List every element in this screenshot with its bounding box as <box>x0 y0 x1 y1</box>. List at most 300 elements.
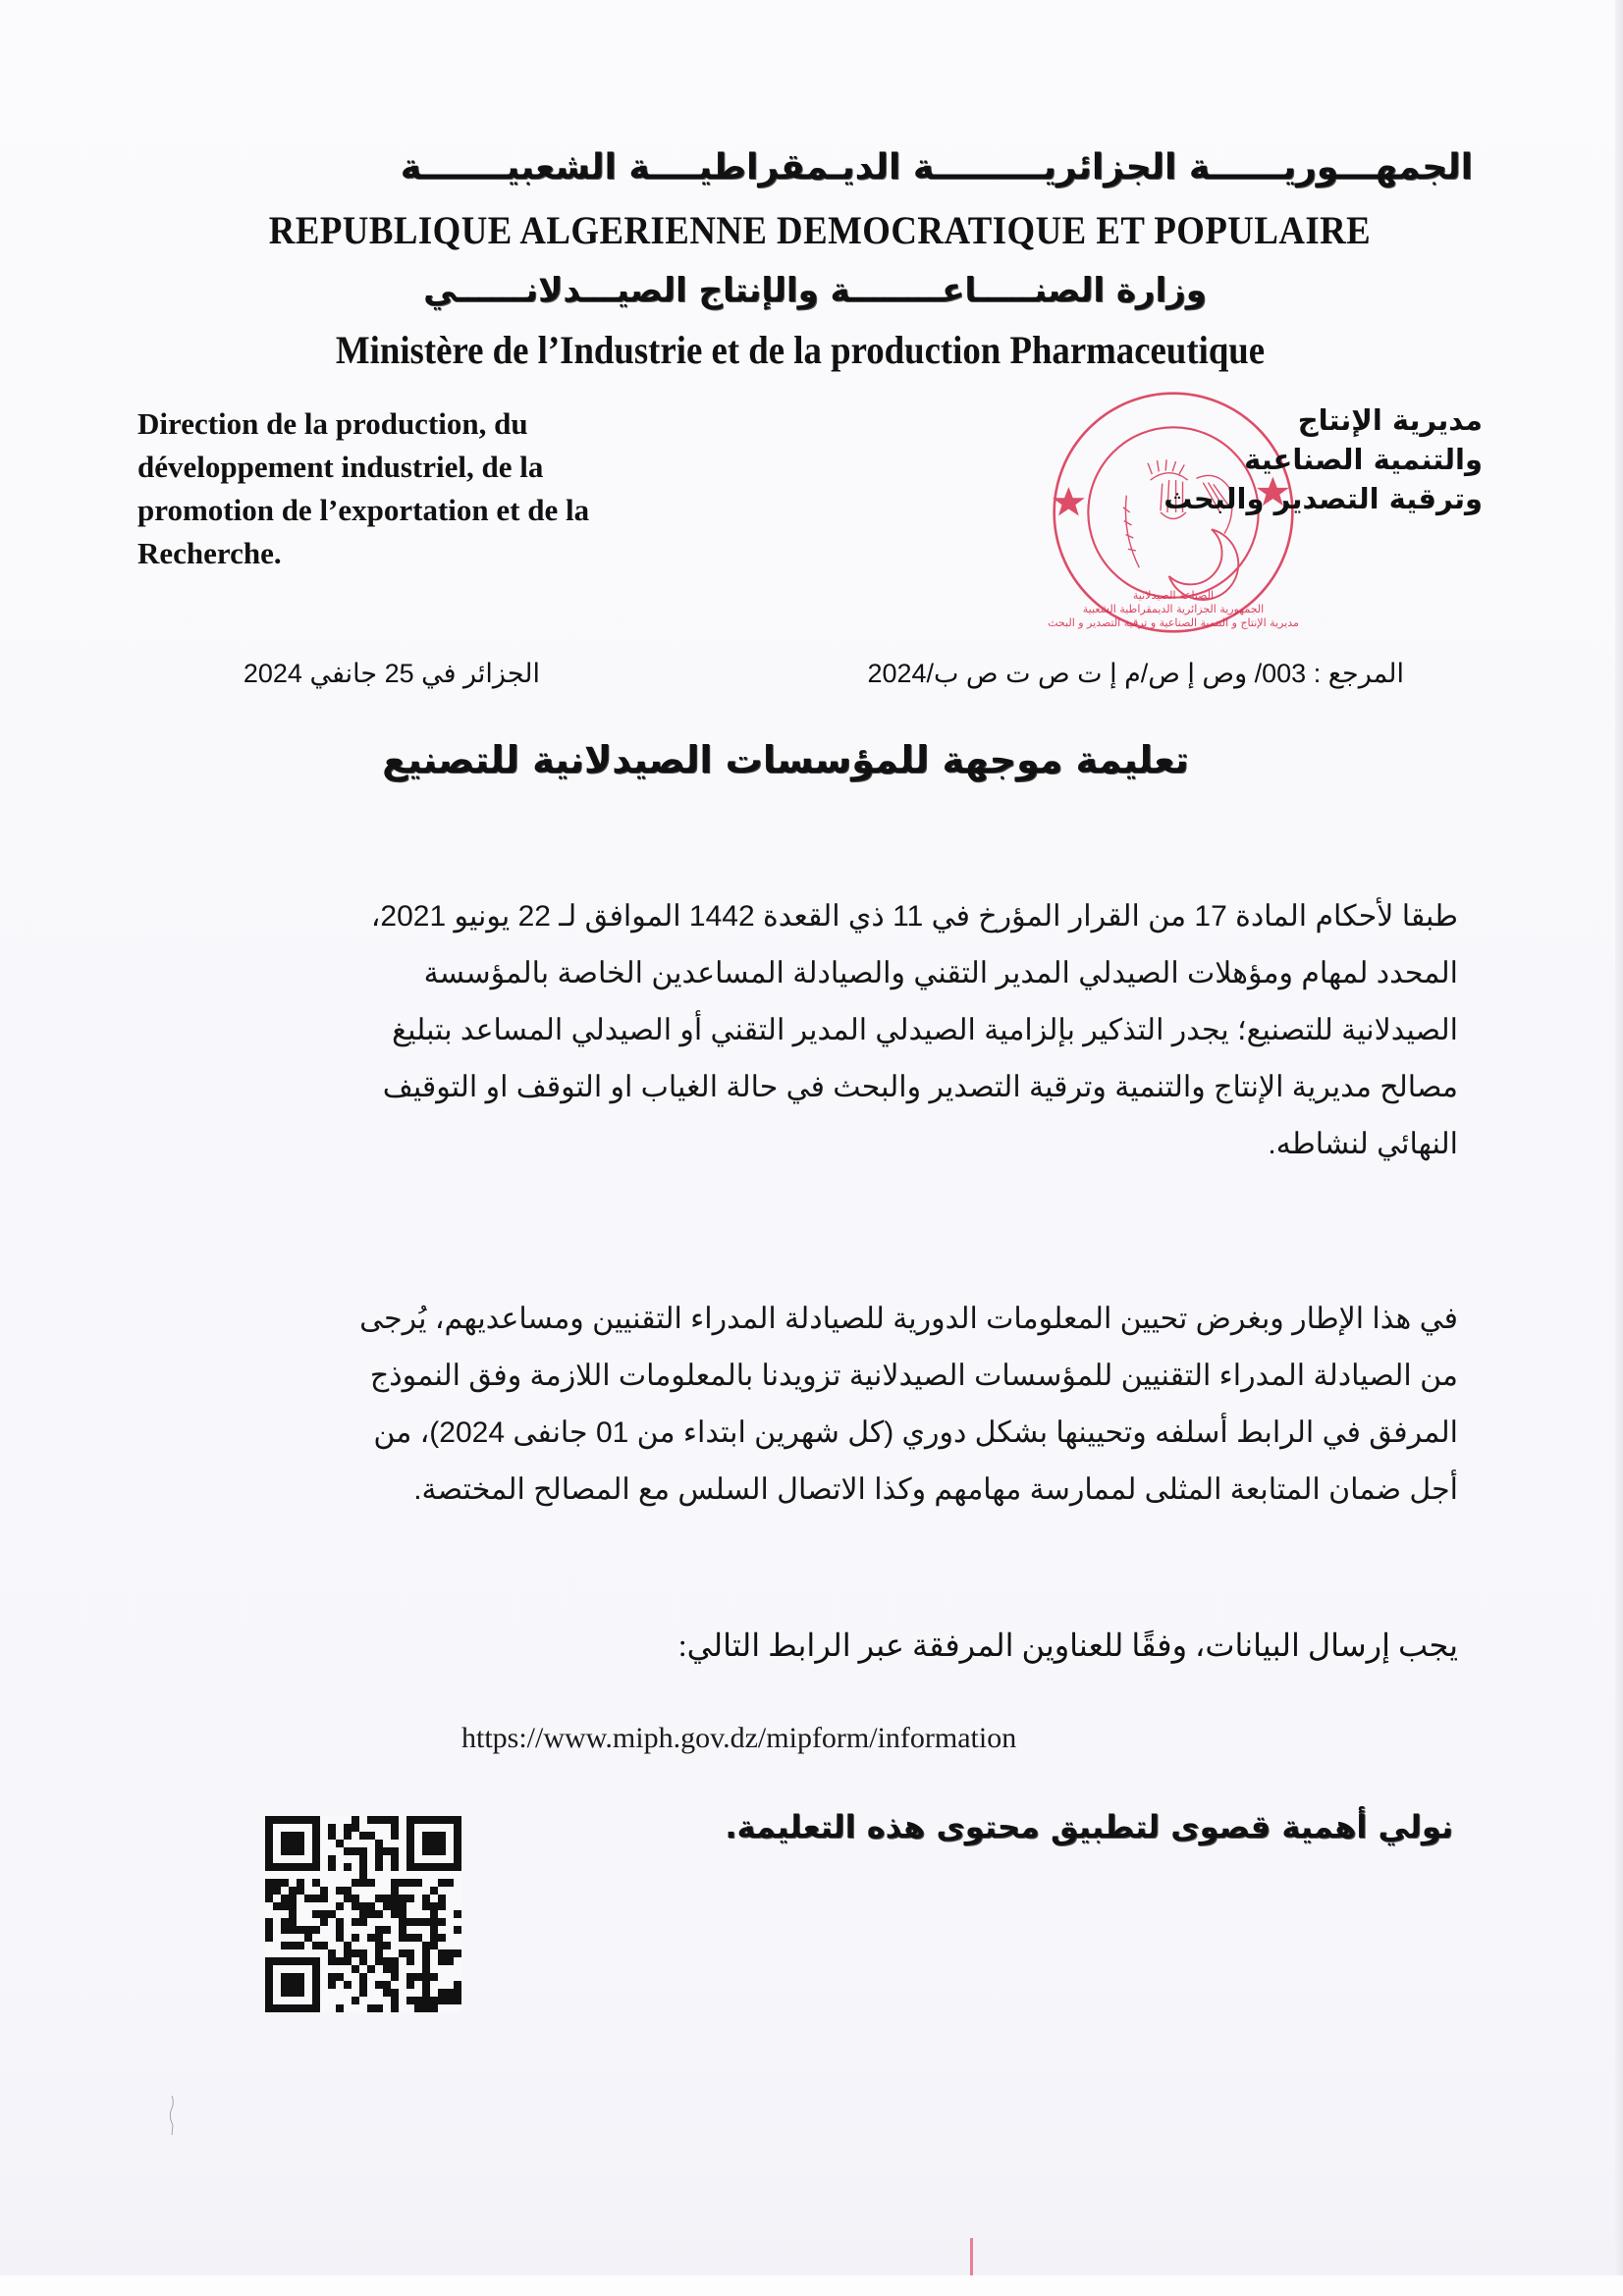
qr-module <box>406 1918 414 1926</box>
qr-module <box>359 1973 367 1981</box>
qr-module <box>430 1863 438 1871</box>
qr-module <box>454 1997 461 2004</box>
form-url-link[interactable]: https://www.miph.gov.dz/mipform/information <box>461 1722 1017 1754</box>
qr-module <box>336 1902 344 1910</box>
qr-module <box>422 1863 430 1871</box>
qr-module <box>391 1816 399 1824</box>
qr-module <box>297 1973 304 1981</box>
qr-module <box>289 1926 297 1934</box>
qr-module <box>454 1832 461 1840</box>
qr-module <box>289 1942 297 1949</box>
qr-module <box>344 1847 352 1855</box>
qr-module <box>422 1895 430 1902</box>
qr-module <box>383 1942 391 1949</box>
qr-module <box>352 1879 359 1887</box>
qr-module <box>273 1957 281 1965</box>
qr-module <box>336 1957 344 1965</box>
qr-module <box>265 1934 273 1942</box>
qr-module <box>312 1973 320 1981</box>
qr-module <box>312 1863 320 1871</box>
qr-module <box>281 1973 289 1981</box>
qr-module <box>375 1949 383 1957</box>
qr-module <box>430 1910 438 1918</box>
qr-module <box>312 1847 320 1855</box>
qr-module <box>367 1910 375 1918</box>
qr-module <box>289 2004 297 2012</box>
qr-module <box>414 1918 422 1926</box>
direction-fr-line: développement industriel, de la <box>137 450 544 484</box>
qr-module <box>273 1816 281 1824</box>
qr-module <box>312 1965 320 1973</box>
qr-module <box>328 1973 336 1981</box>
qr-module <box>367 1832 375 1840</box>
paragraph-line: أجل ضمان المتابعة المثلى لممارسة مهامهم وكذا الاتصال السلس مع المصالح المختصة. <box>413 1473 1458 1506</box>
qr-module <box>438 1832 446 1840</box>
qr-module <box>422 1847 430 1855</box>
qr-module <box>446 1816 454 1824</box>
qr-module <box>430 1926 438 1934</box>
qr-module <box>454 1855 461 1863</box>
qr-module <box>391 1989 399 1997</box>
direction-fr-line: promotion de l’exportation et de la <box>137 493 590 527</box>
qr-module <box>391 1832 399 1840</box>
qr-module <box>375 2004 383 2012</box>
qr-module <box>304 1926 312 1934</box>
qr-module <box>320 1918 328 1926</box>
qr-module <box>320 1895 328 1902</box>
qr-module <box>265 1887 273 1895</box>
qr-module <box>265 1863 273 1871</box>
qr-module <box>383 1847 391 1855</box>
stamp-lower-text: مديرية الإنتاج و التنمية الصناعية و ترقية التصدير و البحث <box>1048 616 1299 629</box>
qr-module <box>281 1942 289 1949</box>
qr-module <box>454 1816 461 1824</box>
qr-module <box>328 1863 336 1871</box>
qr-module <box>414 1816 422 1824</box>
qr-module <box>265 1997 273 2004</box>
qr-module <box>375 1910 383 1918</box>
qr-module <box>446 1863 454 1871</box>
qr-module <box>336 1934 344 1942</box>
qr-module <box>320 1910 328 1918</box>
qr-module <box>438 1895 446 1902</box>
qr-module <box>422 1949 430 1957</box>
qr-module <box>352 1918 359 1926</box>
qr-module <box>289 1832 297 1840</box>
qr-module <box>281 1981 289 1989</box>
qr-module <box>399 1949 406 1957</box>
stamp-inner-text: الجمهورية الجزائرية الديمقراطية الشعبية <box>1082 603 1265 615</box>
qr-module <box>297 1816 304 1824</box>
qr-module <box>273 1879 281 1887</box>
qr-module <box>312 1895 320 1902</box>
qr-module <box>273 2004 281 2012</box>
qr-module <box>375 1934 383 1942</box>
qr-module <box>399 1895 406 1902</box>
qr-module <box>265 1855 273 1863</box>
qr-module <box>375 1855 383 1863</box>
qr-module <box>297 1926 304 1934</box>
qr-module <box>359 1918 367 1926</box>
qr-module <box>336 1973 344 1981</box>
qr-module <box>399 1934 406 1942</box>
qr-module <box>328 1957 336 1965</box>
qr-module <box>446 1957 454 1965</box>
qr-module <box>289 1981 297 1989</box>
paragraph-line: النهائي لنشاطه. <box>1268 1128 1458 1160</box>
qr-module <box>304 1863 312 1871</box>
qr-module <box>391 2004 399 2012</box>
qr-module <box>414 1863 422 1871</box>
qr-module <box>359 1855 367 1863</box>
qr-module <box>454 1989 461 1997</box>
qr-module <box>289 1902 297 1910</box>
qr-module <box>265 1957 273 1965</box>
page-edge <box>1615 0 1623 2296</box>
qr-module <box>399 1902 406 1910</box>
qr-module <box>304 2004 312 2012</box>
qr-module <box>281 1879 289 1887</box>
qr-code-icon <box>265 1816 461 2012</box>
qr-module <box>320 1887 328 1895</box>
qr-module <box>336 1840 344 1847</box>
qr-module <box>406 1840 414 1847</box>
qr-module <box>367 1902 375 1910</box>
qr-module <box>406 1863 414 1871</box>
document-title: تعليمة موجهة للمؤسسات الصيدلانية للتصنيع <box>382 738 1189 781</box>
qr-module <box>383 1989 391 1997</box>
qr-module <box>352 1816 359 1824</box>
qr-module <box>359 1879 367 1887</box>
qr-module <box>375 1981 383 1989</box>
qr-module <box>422 1902 430 1910</box>
qr-module <box>289 1895 297 1902</box>
qr-module <box>375 1926 383 1934</box>
qr-module <box>406 1997 414 2004</box>
qr-module <box>391 1855 399 1863</box>
qr-module <box>297 1989 304 1997</box>
qr-module <box>430 1997 438 2004</box>
qr-module <box>312 1989 320 1997</box>
qr-module <box>281 2004 289 2012</box>
qr-module <box>265 1926 273 1934</box>
qr-module <box>438 1957 446 1965</box>
qr-module <box>344 1832 352 1840</box>
qr-module <box>438 1863 446 1871</box>
qr-module <box>312 1816 320 1824</box>
qr-module <box>297 1832 304 1840</box>
qr-module <box>289 1957 297 1965</box>
qr-module <box>430 1973 438 1981</box>
qr-module <box>273 1863 281 1871</box>
qr-module <box>344 1942 352 1949</box>
qr-module <box>454 1926 461 1934</box>
qr-module <box>304 1957 312 1965</box>
qr-module <box>359 1981 367 1989</box>
qr-module <box>281 1926 289 1934</box>
place-and-date: الجزائر في 25 جانفي 2024 <box>243 659 540 688</box>
qr-module <box>312 1910 320 1918</box>
qr-module <box>328 1832 336 1840</box>
direction-name-arabic <box>1163 400 1483 518</box>
qr-module <box>375 1942 383 1949</box>
qr-module <box>312 1879 320 1887</box>
qr-module <box>367 1879 375 1887</box>
qr-module <box>375 1957 383 1965</box>
qr-module <box>281 1863 289 1871</box>
qr-module <box>352 1965 359 1973</box>
qr-module <box>438 1840 446 1847</box>
qr-module <box>383 1965 391 1973</box>
qr-module <box>406 1895 414 1902</box>
qr-module <box>406 1832 414 1840</box>
qr-module <box>454 1847 461 1855</box>
qr-module <box>438 1816 446 1824</box>
qr-module <box>430 1832 438 1840</box>
qr-module <box>430 1840 438 1847</box>
qr-module <box>430 2004 438 2012</box>
qr-module <box>304 1895 312 1902</box>
qr-module <box>297 2004 304 2012</box>
qr-module <box>289 1816 297 1824</box>
qr-module <box>446 1997 454 2004</box>
qr-module <box>446 1989 454 1997</box>
qr-module <box>312 1957 320 1965</box>
qr-module <box>344 1957 352 1965</box>
qr-module <box>273 1902 281 1910</box>
qr-module <box>391 1847 399 1855</box>
qr-module <box>297 1887 304 1895</box>
qr-module <box>289 1847 297 1855</box>
qr-module <box>414 1973 422 1981</box>
qr-module <box>454 1910 461 1918</box>
qr-module <box>438 1902 446 1910</box>
qr-module <box>297 1879 304 1887</box>
qr-module <box>359 1902 367 1910</box>
qr-module <box>438 1949 446 1957</box>
qr-module <box>328 1855 336 1863</box>
qr-module <box>312 1981 320 1989</box>
qr-module <box>391 1863 399 1871</box>
qr-module <box>454 1949 461 1957</box>
qr-module <box>265 1973 273 1981</box>
qr-module <box>297 1957 304 1965</box>
qr-module <box>297 1981 304 1989</box>
qr-module <box>281 1847 289 1855</box>
qr-module <box>281 1840 289 1847</box>
qr-module <box>391 1824 399 1832</box>
republic-name-arabic: الجمهـــوريــــــة الجزائريـــــــــة الديـمقراطيــــة الشعبيـــــــة <box>400 147 1473 187</box>
qr-module <box>438 1847 446 1855</box>
qr-module <box>391 1965 399 1973</box>
qr-module <box>383 1895 391 1902</box>
qr-module <box>383 1926 391 1934</box>
direction-ar-line: مديرية الإنتاج <box>1297 403 1483 437</box>
qr-module <box>454 1840 461 1847</box>
qr-module <box>265 1832 273 1840</box>
qr-module <box>265 1879 273 1887</box>
qr-module <box>281 1832 289 1840</box>
qr-module <box>391 1895 399 1902</box>
qr-module <box>438 1934 446 1942</box>
qr-module <box>328 1824 336 1832</box>
direction-name-french <box>137 402 727 575</box>
qr-module <box>344 1895 352 1902</box>
qr-module <box>422 1832 430 1840</box>
qr-module <box>375 1816 383 1824</box>
qr-module <box>352 1824 359 1832</box>
qr-module <box>344 1824 352 1832</box>
qr-module <box>430 1887 438 1895</box>
qr-module <box>438 1989 446 1997</box>
qr-module <box>383 1957 391 1965</box>
qr-code[interactable] <box>265 1816 461 2012</box>
qr-module <box>391 1957 399 1965</box>
qr-module <box>406 1981 414 1989</box>
qr-module <box>430 1918 438 1926</box>
paragraph-line: المرفق في الرابط أسلفه وتحيينها بشكل دوري (كل شهرين ابتداء من 01 جانفى 2024)، من <box>373 1416 1458 1449</box>
qr-module <box>406 1949 414 1957</box>
qr-module <box>406 1879 414 1887</box>
qr-module <box>336 2004 344 2012</box>
qr-module <box>406 1824 414 1832</box>
qr-module <box>399 1910 406 1918</box>
qr-module <box>383 1981 391 1989</box>
qr-module <box>281 1989 289 1997</box>
stamp-sun-rays <box>1148 459 1184 474</box>
qr-module <box>265 1816 273 1824</box>
qr-module <box>328 1949 336 1957</box>
qr-module <box>422 1981 430 1989</box>
page-bottom-edge <box>0 2275 1623 2296</box>
qr-module <box>359 1847 367 1855</box>
qr-module <box>406 1847 414 1855</box>
qr-module <box>406 1973 414 1981</box>
republic-name-french: REPUBLIQUE ALGERIENNE DEMOCRATIQUE ET POPULAIRE <box>268 208 1372 252</box>
ministry-name-arabic: وزارة الصنـــــاعــــــــة والإنتاج الصيـــدلانــــــي <box>423 271 1207 310</box>
qr-module <box>344 1981 352 1989</box>
qr-module <box>375 1847 383 1855</box>
qr-module <box>336 1926 344 1934</box>
qr-module <box>265 1981 273 1989</box>
qr-module <box>265 1824 273 1832</box>
direction-ar-line: والتنمية الصناعية <box>1244 443 1483 476</box>
qr-module <box>399 1879 406 1887</box>
qr-module <box>446 1879 454 1887</box>
qr-module <box>391 1887 399 1895</box>
scan-mark <box>169 2096 175 2135</box>
qr-module <box>312 1942 320 1949</box>
qr-module <box>414 1934 422 1942</box>
qr-module <box>265 1918 273 1926</box>
qr-module <box>391 1997 399 2004</box>
qr-module <box>422 1965 430 1973</box>
qr-module <box>359 1863 367 1871</box>
qr-module <box>312 1997 320 2004</box>
qr-module <box>375 1895 383 1902</box>
reference-number: المرجع : 003/ وص إ ص/م إ ت ص ت ص ب/2024 <box>867 659 1404 688</box>
qr-module <box>297 1847 304 1855</box>
qr-module <box>414 1879 422 1887</box>
qr-module <box>422 1989 430 1997</box>
qr-module <box>430 1816 438 1824</box>
qr-module <box>367 1934 375 1942</box>
qr-module <box>289 1989 297 1997</box>
qr-module <box>391 1902 399 1910</box>
qr-module <box>304 1934 312 1942</box>
qr-module <box>281 1816 289 1824</box>
qr-module <box>359 1957 367 1965</box>
qr-module <box>438 1918 446 1926</box>
qr-module <box>422 1816 430 1824</box>
qr-module <box>289 1918 297 1926</box>
qr-module <box>265 1989 273 1997</box>
qr-module <box>312 1832 320 1840</box>
qr-module <box>352 1895 359 1902</box>
qr-module <box>446 1949 454 1957</box>
qr-module <box>265 1840 273 1847</box>
direction-ar-line: وترقية التصدير والبحث <box>1163 482 1483 515</box>
qr-module <box>430 1902 438 1910</box>
qr-module <box>406 1934 414 1942</box>
qr-module <box>289 1910 297 1918</box>
qr-module <box>344 1949 352 1957</box>
qr-module <box>352 1902 359 1910</box>
stamp-olive-branch <box>1123 496 1139 568</box>
qr-module <box>399 1926 406 1934</box>
qr-module <box>328 1910 336 1918</box>
qr-module <box>281 1902 289 1910</box>
qr-module <box>336 1918 344 1926</box>
qr-module <box>383 1902 391 1910</box>
ministry-name-french: Ministère de l’Industrie et de la production Pharmaceutique <box>335 328 1266 372</box>
qr-module <box>320 1942 328 1949</box>
qr-module <box>367 1965 375 1973</box>
send-instruction: يجب إرسال البيانات، وفقًا للعناوين المرفقة عبر الرابط التالي: <box>677 1628 1458 1663</box>
qr-module <box>454 1824 461 1832</box>
qr-module <box>422 1957 430 1965</box>
qr-module <box>312 1840 320 1847</box>
qr-module <box>297 1863 304 1871</box>
qr-module <box>312 1926 320 1934</box>
qr-module <box>414 1997 422 2004</box>
qr-module <box>304 1816 312 1824</box>
qr-module <box>297 1840 304 1847</box>
qr-module <box>430 1847 438 1855</box>
paragraph-line: المحدد لمهام ومؤهلات الصيدلي المدير التقني والصيادلة المساعدين الخاصة بالمؤسسة <box>423 957 1458 989</box>
qr-module <box>312 2004 320 2012</box>
direction-fr-line: Recherche. <box>137 536 282 570</box>
qr-module <box>328 1981 336 1989</box>
qr-module <box>344 1887 352 1895</box>
qr-module <box>297 1942 304 1949</box>
qr-module <box>422 1942 430 1949</box>
qr-module <box>359 1949 367 1957</box>
body-paragraph-1 <box>172 888 1458 1173</box>
qr-module <box>406 1855 414 1863</box>
paragraph-line: مصالح مديرية الإنتاج والتنمية وترقية التصدير والبحث في حالة الغياب او التوقف او التوقيف <box>382 1071 1458 1103</box>
qr-module <box>265 1965 273 1973</box>
qr-module <box>289 1887 297 1895</box>
qr-module <box>281 1895 289 1902</box>
qr-module <box>422 1997 430 2004</box>
qr-module <box>289 1973 297 1981</box>
qr-module <box>359 1871 367 1879</box>
closing-statement: نولي أهمية قصوى لتطبيق محتوى هذه التعليمة. <box>725 1808 1453 1845</box>
qr-module <box>391 1879 399 1887</box>
qr-module <box>281 1918 289 1926</box>
qr-module <box>422 1918 430 1926</box>
